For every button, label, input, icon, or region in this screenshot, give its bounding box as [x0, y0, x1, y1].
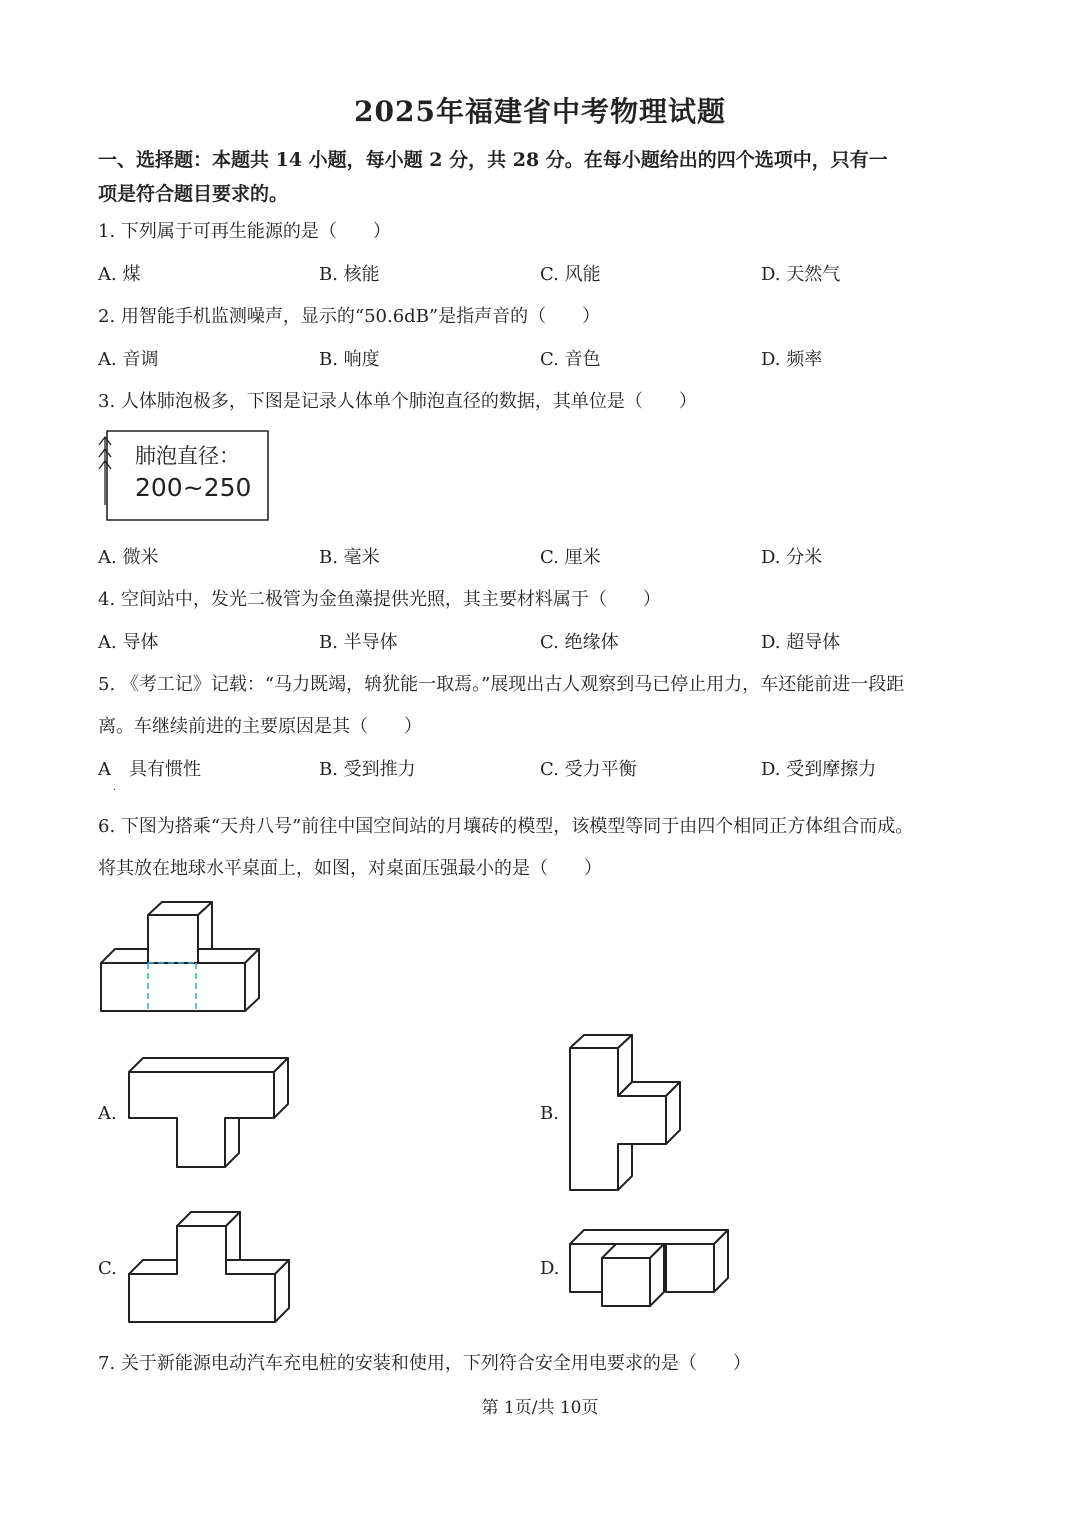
- q6-option-a-figure: [129, 1058, 288, 1167]
- q6-option-b-figure: [570, 1035, 680, 1190]
- question-5-line2: 离。车继续前进的主要原因是其（ ）: [98, 716, 422, 737]
- section-heading-line2: 项是符合题目要求的。: [98, 183, 289, 205]
- q3-option-d: D. 分米: [761, 547, 823, 568]
- q6-label-c: C.: [98, 1258, 117, 1279]
- q6-option-d-figure: [570, 1230, 728, 1306]
- q6-label-d: D.: [540, 1258, 560, 1279]
- question-6-line2: 将其放在地球水平桌面上，如图，对桌面压强最小的是（ ）: [98, 858, 602, 879]
- q6-label-b: B.: [540, 1103, 559, 1124]
- q1-option-d: D. 天然气: [761, 264, 841, 285]
- page-title: 2025年福建省中考物理试题: [354, 95, 726, 128]
- q2-option-c: C. 音色: [540, 349, 601, 370]
- q3-option-c: C. 厘米: [540, 547, 601, 568]
- section-heading-line1: 一、选择题：本题共 14 小题，每小题 2 分，共 28 分。在每小题给出的四个选项中，只有一: [98, 149, 888, 171]
- question-6-line1: 6. 下图为搭乘“天舟八号”前往中国空间站的月壤砖的模型，该模型等同于由四个相同正方体组合而成。: [98, 816, 914, 837]
- q3-box-label: 肺泡直径：: [135, 444, 240, 468]
- q2-option-d: D. 频率: [761, 349, 823, 370]
- q4-option-b: B. 半导体: [319, 632, 398, 653]
- q1-option-b: B. 核能: [319, 264, 380, 285]
- q2-option-a: A. 音调: [98, 349, 159, 370]
- q4-option-d: D. 超导体: [761, 632, 841, 653]
- q3-option-a: A. 微米: [98, 547, 159, 568]
- q6-model-figure: [101, 902, 259, 1011]
- page-footer: 第 1页/共 10页: [481, 1398, 599, 1418]
- q5-option-b: B. 受到推力: [319, 759, 416, 780]
- question-3: 3. 人体肺泡极多，下图是记录人体单个肺泡直径的数据，其单位是（ ）: [98, 391, 697, 412]
- q1-option-a: A. 煤: [98, 264, 141, 285]
- q2-option-b: B. 响度: [319, 349, 380, 370]
- q3-option-b: B. 毫米: [319, 547, 380, 568]
- question-1: 1. 下列属于可再生能源的是（ ）: [98, 221, 391, 242]
- q4-option-a: A. 导体: [98, 632, 159, 653]
- q5-option-a: A 具有惯性: [98, 759, 201, 780]
- q5-option-d: D. 受到摩擦力: [761, 759, 877, 780]
- question-5-line1: 5. 《考工记》记载：“马力既竭，辀犹能一取焉。”展现出古人观察到马已停止用力，车还能前进一段距: [98, 674, 905, 695]
- q4-option-c: C. 绝缘体: [540, 632, 619, 653]
- question-7: 7. 关于新能源电动汽车充电桩的安装和使用，下列符合安全用电要求的是（ ）: [98, 1353, 751, 1374]
- q1-option-c: C. 风能: [540, 264, 601, 285]
- q6-option-c-figure: [129, 1212, 289, 1322]
- question-2: 2. 用智能手机监测噪声，显示的“50.6dB”是指声音的（ ）: [98, 306, 601, 327]
- q6-label-a: A.: [98, 1103, 117, 1124]
- stray-dot: .: [113, 782, 117, 793]
- question-4: 4. 空间站中，发光二极管为金鱼藻提供光照，其主要材料属于（ ）: [98, 589, 661, 610]
- q5-option-c: C. 受力平衡: [540, 759, 637, 780]
- q3-box-value: 200~250: [135, 473, 252, 502]
